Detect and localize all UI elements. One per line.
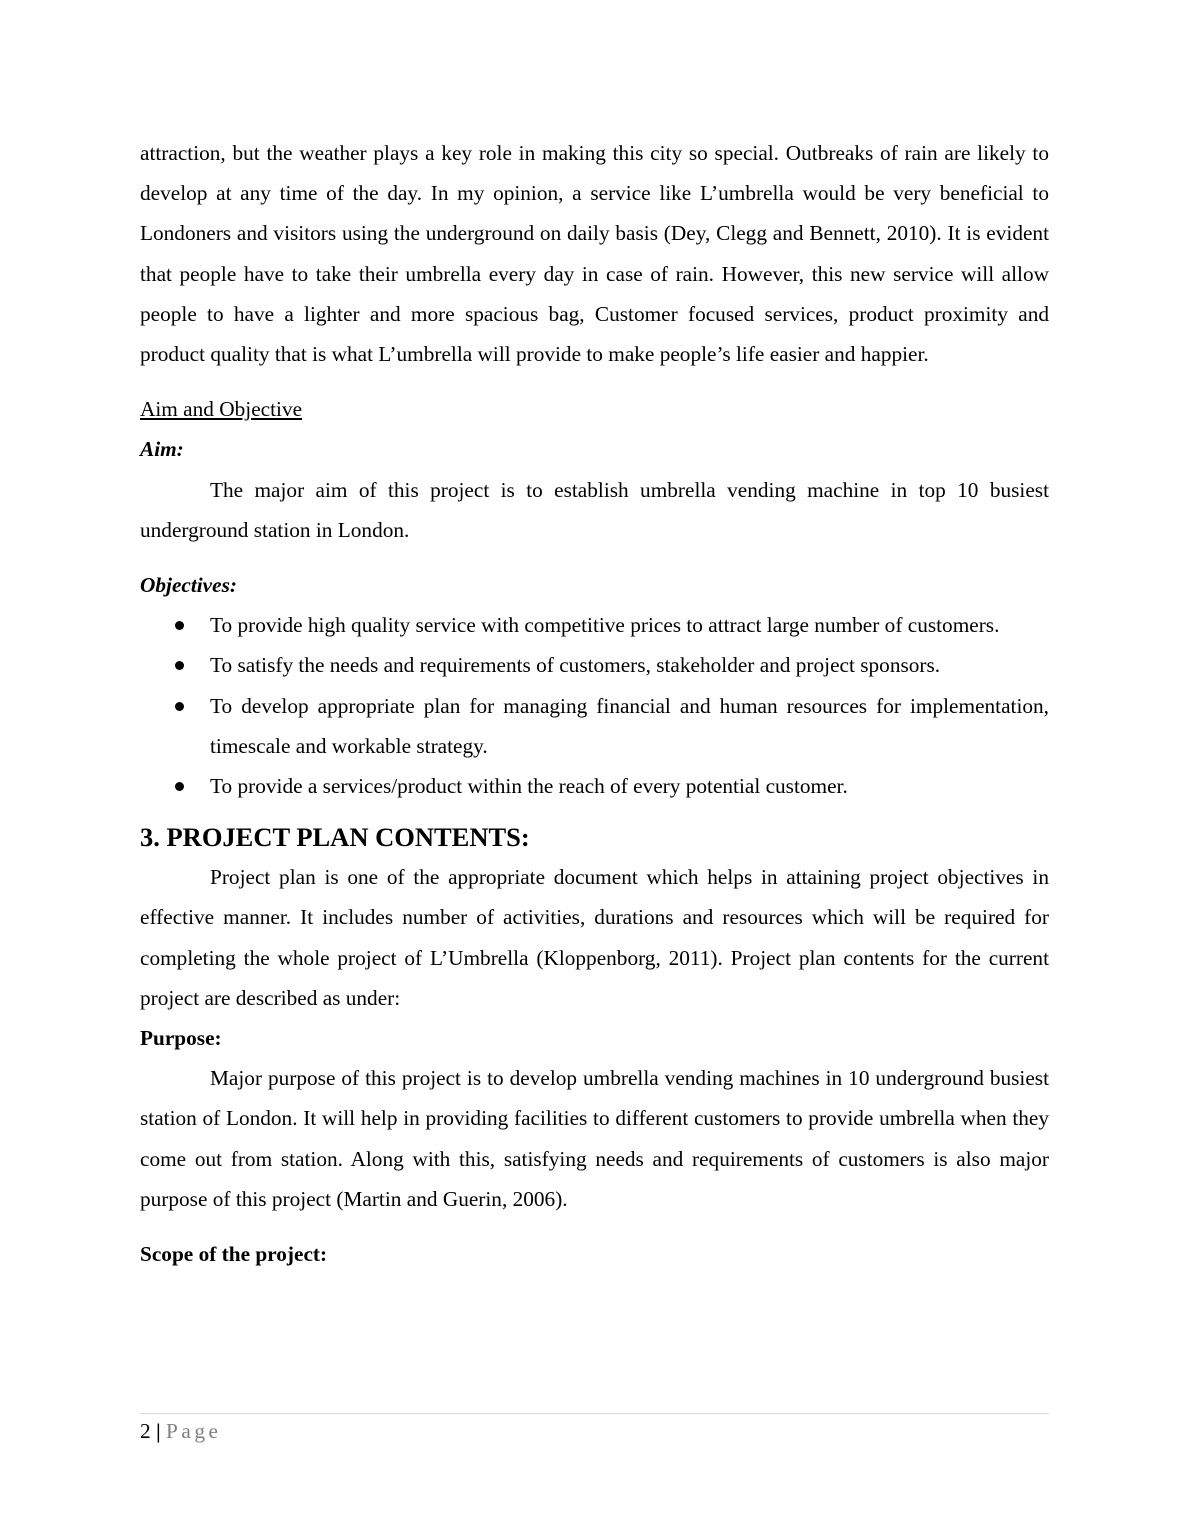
aim-label: Aim: [140,437,184,462]
page-word: Page [166,1419,222,1443]
objectives-list [140,605,1049,806]
section-title: 3. PROJECT PLAN CONTENTS: [140,822,530,853]
objective-item [140,766,1049,806]
intro-paragraph: attraction, but the weather plays a key role in making this city so special. Outbreaks of rain are likely to develop at any time of the day. In my opinion, a service like L’umbrella would be very beneficial to Londoners and visitors using the underground on daily basis (Dey, Clegg and Bennett, 2010). It is evident that people have to take their umbrella every day in case of rain. However, this new service will allow people to have a lighter and more spacious bag, Customer focused services, product proximity and product quality that is what L’umbrella will provide to make people’s life easier and happier. [140,141,1049,367]
objective-item [140,686,1049,766]
objective-item [140,645,1049,685]
bullet-icon [175,782,184,791]
objectives-label: Objectives: [140,573,237,598]
page-footer [140,1416,221,1446]
footer-divider [140,1413,1049,1414]
objective-text: To develop appropriate plan for managing financial and human resources for implementation, timescale and workable strategy. [210,693,1049,758]
project-plan-intro: Project plan is one of the appropriate document which helps in attaining project objectives in effective manner. It includes number of activities, durations and resources which will be required for completing the whole project of L’Umbrella (Kloppenborg, 2011). Project plan contents for the current project are described as under: [140,865,1049,1010]
objective-text: To provide high quality service with competitive prices to attract large number of customers. [210,613,1000,638]
purpose-text: Major purpose of this project is to develop umbrella vending machines in 10 underground busiest station of London. It will help in providing facilities to different customers to provide umbrella when they come out from station. Along with this, satisfying needs and requirements of customers is also major purpose of this project (Martin and Guerin, 2006). [140,1066,1049,1211]
bullet-icon [175,661,184,670]
footer-separator: | [155,1419,161,1443]
page-number: 2 [140,1419,151,1443]
objective-text: To provide a services/product within the reach of every potential customer. [210,774,848,799]
purpose-label: Purpose: [140,1026,222,1051]
bullet-icon [175,621,184,630]
scope-label: Scope of the project: [140,1242,328,1267]
aim-text: The major aim of this project is to establish umbrella vending machine in top 10 busiest underground station in London. [140,477,1049,542]
objective-text: To satisfy the needs and requirements of customers, stakeholder and project sponsors. [210,653,941,678]
aim-objective-heading: Aim and Objective [140,397,303,422]
bullet-icon [175,702,184,711]
document-page [140,133,1049,1274]
objective-item [140,605,1049,645]
